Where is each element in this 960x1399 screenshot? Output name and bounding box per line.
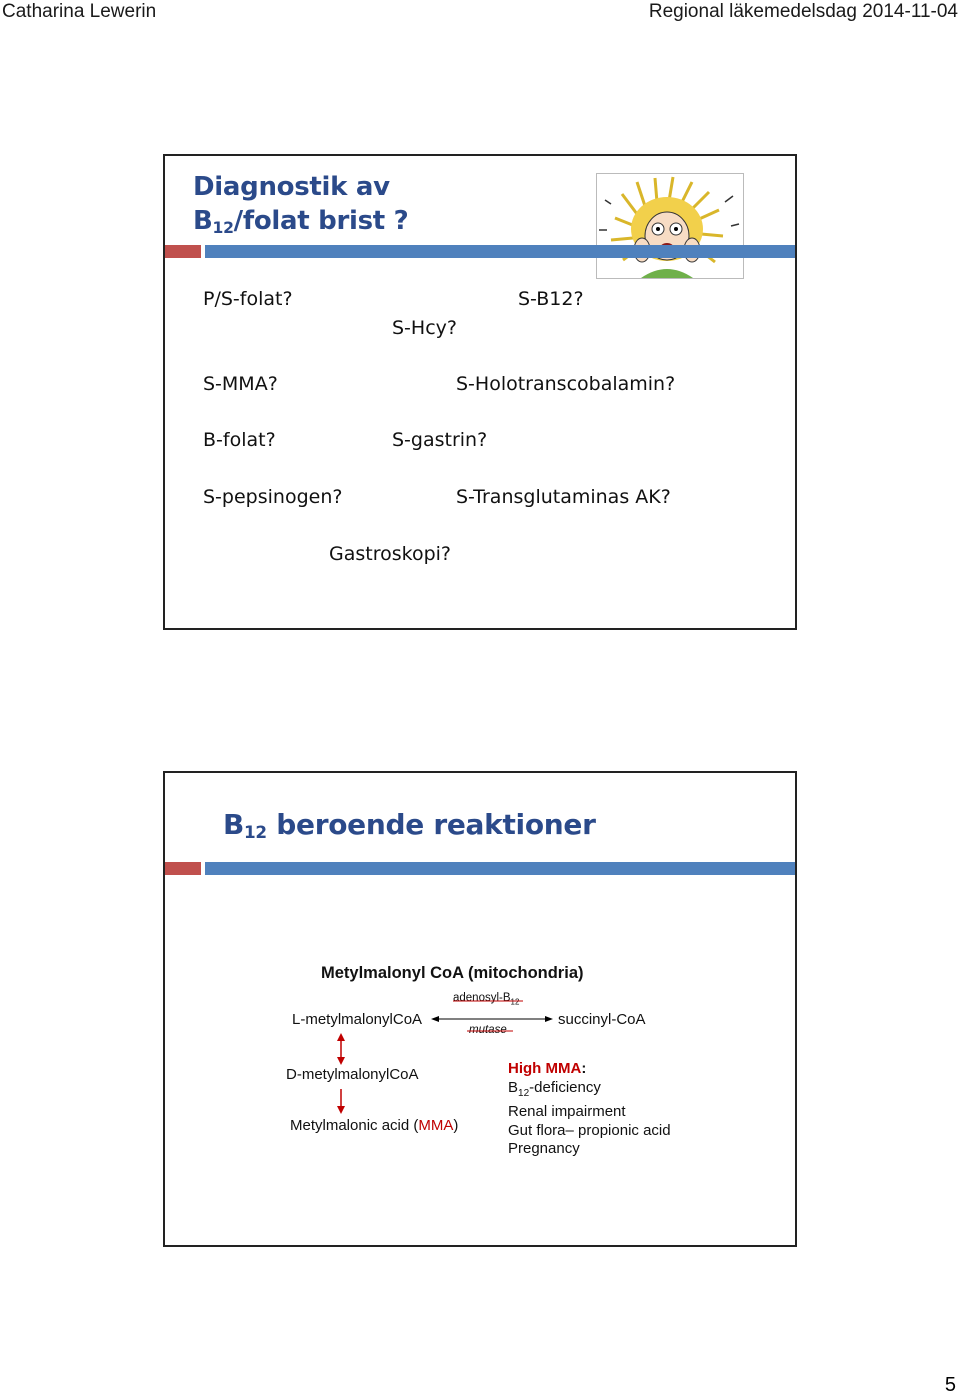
test-item: S-Transglutaminas AK? (456, 486, 671, 508)
high-mma-causes (508, 1060, 671, 1159)
test-item: P/S-folat? (203, 288, 293, 310)
page-number: 5 (944, 1374, 956, 1396)
test-item: S-Hcy? (392, 317, 457, 339)
cause-b12-deficiency: $B_{12}$-deficiency (508, 1078, 601, 1099)
pathway-arrows (165, 773, 795, 1245)
slide-title (193, 170, 408, 245)
test-item: S-MMA? (203, 373, 278, 395)
title-line-1: Diagnostik av (193, 172, 390, 202)
slide-title: $B_{12}$ beroende reaktioner (223, 808, 596, 842)
metylmalonic-acid-label: Metylmalonic acid (MMA) (290, 1117, 459, 1134)
d-metylmalonylcoa-label: D-metylmalonylCoA (286, 1066, 419, 1083)
enzyme-adenosyl-b12-label: adenosyl-$B_{12}$ (453, 992, 520, 1007)
header-author: Catharina Lewerin (2, 1, 157, 22)
title-line-2: $B_{12}$/folat brist ? (193, 206, 409, 237)
high-mma-heading: High MMA: (508, 1060, 587, 1077)
succinyl-coa-label: succinyl-CoA (558, 1011, 646, 1028)
slide-diagnostik (163, 154, 797, 630)
slide-b12-reaktioner (163, 771, 797, 1247)
cause-gut-flora: Gut flora– propionic acid (508, 1121, 671, 1139)
enzyme-mutase-label: mutase (469, 1024, 507, 1036)
stressed-woman-image (596, 173, 744, 279)
title-accent-blue-bar (205, 245, 795, 258)
header-event: Regional läkemedelsdag 2014-11-04 (648, 1, 958, 22)
diagram-heading: Metylmalonyl CoA (mitochondria) (321, 964, 584, 982)
l-metylmalonylcoa-label: L-metylmalonylCoA (292, 1011, 423, 1028)
title-accent-red-bar (165, 245, 201, 258)
test-item: S-gastrin? (392, 429, 488, 451)
test-item: B-folat? (203, 429, 276, 451)
test-item: S-pepsinogen? (203, 486, 343, 508)
cause-pregnancy: Pregnancy (508, 1140, 580, 1158)
test-item: S-B12? (518, 288, 584, 310)
test-item: S-Holotranscobalamin? (456, 373, 676, 395)
cause-renal: Renal impairment (508, 1103, 626, 1121)
test-item: Gastroskopi? (329, 543, 452, 565)
